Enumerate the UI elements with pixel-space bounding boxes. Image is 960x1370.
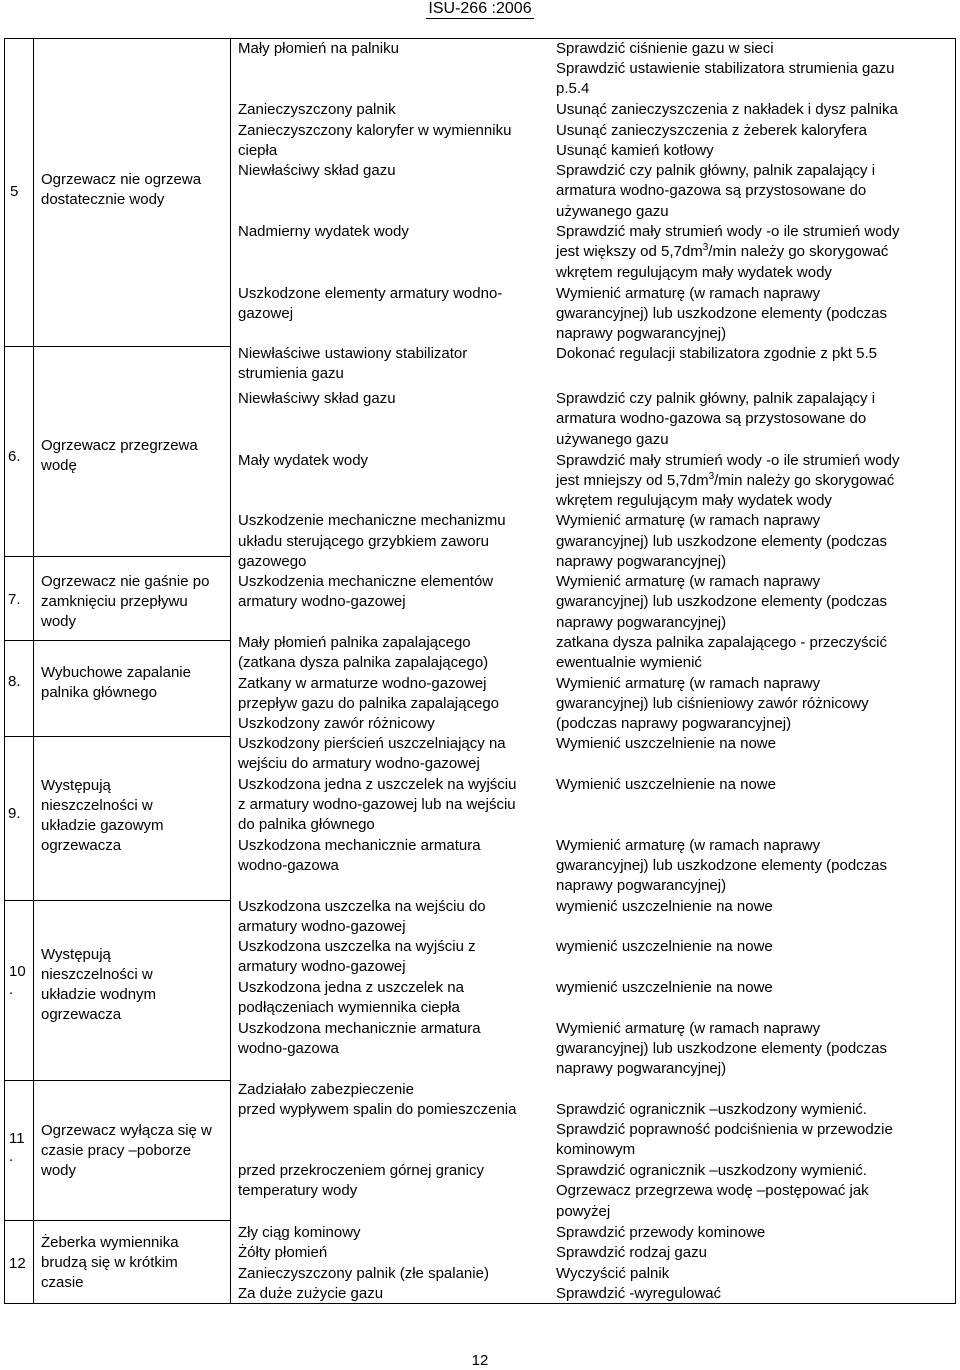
remedy-text-part: /min należy go skorygować — [708, 243, 889, 260]
remedy-text: używanego gazu — [556, 203, 669, 220]
cause-text: Mały wydatek wody — [238, 452, 369, 469]
cause-text: gazowej — [238, 305, 294, 322]
row-divider — [4, 900, 230, 901]
remedy-text: Wymienić armaturę (w ramach naprawy — [556, 1020, 821, 1037]
remedy-text: armatura wodno-gazowa są przystosowane do — [556, 410, 867, 427]
cause-text: ciepła — [238, 142, 278, 159]
fault-description: Występują nieszczelności w układzie gazowym ogrzewacza — [41, 777, 164, 854]
remedy-text: wkrętem regulującym mały wydatek wody — [556, 264, 832, 281]
remedy-text: Sprawdzić mały strumień wody -o ile strumień wody — [556, 223, 900, 240]
remedy-text: Wymienić uszczelnienie na nowe — [556, 776, 776, 793]
row-number: 6. — [8, 448, 21, 465]
cause-text: wodno-gazowa — [238, 857, 339, 874]
remedy-text: naprawy pogwarancyjnej) — [556, 553, 727, 570]
remedy-text: Sprawdzić ustawienie stabilizatora strumienia gazu — [556, 60, 895, 77]
cause-text: armatury wodno-gazowej — [238, 958, 406, 975]
remedy-text: Wymienić armaturę (w ramach naprawy — [556, 573, 821, 590]
remedy-text: powyżej — [556, 1203, 611, 1220]
cause-text: wejściu do armatury wodno-gazowej — [238, 755, 480, 772]
remedy-text-part: /min należy go skorygować — [714, 472, 895, 489]
remedy-text: Sprawdzić czy palnik główny, palnik zapalający i — [556, 162, 876, 179]
remedy-text: gwarancyjnej) lub uszkodzone elementy (podczas — [556, 857, 888, 874]
cause-text: podłączeniach wymiennika ciepła — [238, 999, 460, 1016]
remedy-text: Sprawdzić mały strumień wody -o ile strumień wody — [556, 452, 900, 469]
cause-text: z armatury wodno-gazowej lub na wejściu — [238, 796, 516, 813]
cause-text: przed przekroczeniem górnej granicy — [238, 1162, 484, 1179]
cause-text: Zanieczyszczony kaloryfer w wymienniku — [238, 122, 512, 139]
cause-text: do palnika głównego — [238, 816, 375, 833]
remedy-text: Dokonać regulacji stabilizatora zgodnie z pkt 5.5 — [556, 345, 878, 362]
cause-text: wodno-gazowa — [238, 1040, 339, 1057]
row-number: 5 — [10, 183, 19, 200]
row-divider — [4, 1080, 230, 1081]
cause-text: (zatkana dysza palnika zapalającego) — [238, 654, 489, 671]
remedy-text: Sprawdzić ogranicznik –uszkodzony wymienić. — [556, 1101, 867, 1118]
remedy-text: gwarancyjnej) lub uszkodzone elementy (podczas — [556, 593, 888, 610]
column-divider — [230, 38, 231, 1304]
column-divider — [33, 38, 34, 1304]
remedy-text: Wymienić armaturę (w ramach naprawy — [556, 512, 821, 529]
cause-text: Żółty płomień — [238, 1244, 328, 1261]
cause-text: Uszkodzona mechanicznie armatura — [238, 837, 481, 854]
fault-description: Żeberka wymiennika brudzą się w krótkim czasie — [41, 1234, 179, 1291]
row-number: 8. — [8, 673, 21, 690]
remedy-text — [556, 471, 894, 491]
remedy-text: gwarancyjnej) lub uszkodzone elementy (podczas — [556, 305, 888, 322]
fault-description: Ogrzewacz wyłącza się w czasie pracy –poborze wody — [41, 1122, 212, 1179]
fault-description: Ogrzewacz przegrzewa wodę — [41, 437, 198, 474]
cause-text: Mały płomień palnika zapalającego — [238, 634, 471, 651]
cause-text: przepływ gazu do palnika zapalającego — [238, 695, 500, 712]
fault-description: Wybuchowe zapalanie palnika głównego — [41, 664, 191, 701]
remedy-text-part: jest mniejszy od 5,7dm — [556, 472, 709, 489]
remedy-text: gwarancyjnej) lub ciśnieniowy zawór różnicowy — [556, 695, 869, 712]
row-divider — [4, 640, 230, 641]
remedy-text: Sprawdzić -wyregulować — [556, 1285, 722, 1302]
cause-text: Niewłaściwy skład gazu — [238, 390, 396, 407]
row-number: 12 — [9, 1255, 26, 1272]
row-divider — [4, 1220, 230, 1221]
row-number: 9. — [8, 805, 21, 822]
cause-text: Niewłaściwy skład gazu — [238, 162, 396, 179]
remedy-text: zatkana dysza palnika zapalającego - przeczyścić — [556, 634, 888, 651]
cause-text: Zatkany w armaturze wodno-gazowej — [238, 675, 487, 692]
remedy-text: kominowym — [556, 1141, 636, 1158]
remedy-text: (podczas naprawy pogwarancyjnej) — [556, 715, 792, 732]
fault-description: Występują nieszczelności w układzie wodnym ogrzewacza — [41, 946, 157, 1023]
cause-text: Uszkodzenia mechaniczne elementów — [238, 573, 494, 590]
cause-text: Uszkodzenie mechaniczne mechanizmu — [238, 512, 506, 529]
remedy-text: Wymienić uszczelnienie na nowe — [556, 735, 776, 752]
cause-text: Uszkodzona uszczelka na wejściu do — [238, 898, 486, 915]
cause-text: Uszkodzone elementy armatury wodno- — [238, 285, 503, 302]
row-number: 11 . — [9, 1130, 25, 1165]
remedy-text — [556, 242, 888, 262]
cause-text: Zły ciąg kominowy — [238, 1224, 361, 1241]
row-divider — [4, 556, 230, 557]
cause-text: Za duże zużycie gazu — [238, 1285, 384, 1302]
remedy-text: wymienić uszczelnienie na nowe — [556, 979, 773, 996]
cause-text: armatury wodno-gazowej — [238, 593, 406, 610]
row-divider — [4, 736, 230, 737]
cause-text: Nadmierny wydatek wody — [238, 223, 409, 240]
cubic-superscript: 3 — [708, 471, 715, 482]
remedy-text: Usunąć zanieczyszczenia z żeberek kaloryfera — [556, 122, 867, 139]
remedy-text: armatura wodno-gazowa są przystosowane do — [556, 182, 867, 199]
remedy-text: Sprawdzić czy palnik główny, palnik zapalający i — [556, 390, 876, 407]
fault-description: Ogrzewacz nie gaśnie po zamknięciu przepływu wody — [41, 573, 210, 630]
remedy-text: p.5.4 — [556, 80, 590, 97]
standard-code: ISU-266 :2006 — [428, 0, 532, 17]
remedy-text: naprawy pogwarancyjnej) — [556, 325, 727, 342]
cause-text: Uszkodzony pierścień uszczelniający na — [238, 735, 506, 752]
page-number: 12 — [471, 1352, 489, 1369]
remedy-text: naprawy pogwarancyjnej) — [556, 1060, 727, 1077]
cause-text: temperatury wody — [238, 1182, 358, 1199]
remedy-text: gwarancyjnej) lub uszkodzone elementy (podczas — [556, 533, 888, 550]
cause-text: Zadziałało zabezpieczenie — [238, 1081, 414, 1098]
remedy-text: Sprawdzić przewody kominowe — [556, 1224, 766, 1241]
cause-text: Zanieczyszczony palnik — [238, 101, 396, 118]
cause-text: przed wypływem spalin do pomieszczenia — [238, 1101, 517, 1118]
row-divider — [4, 346, 230, 347]
row-number: 7. — [8, 591, 21, 608]
remedy-text: naprawy pogwarancyjnej) — [556, 877, 727, 894]
remedy-text: Wymienić armaturę (w ramach naprawy — [556, 837, 821, 854]
remedy-text: wymienić uszczelnienie na nowe — [556, 938, 773, 955]
remedy-text: Ogrzewacz przegrzewa wodę –postępować jak — [556, 1182, 869, 1199]
remedy-text: Wymienić armaturę (w ramach naprawy — [556, 675, 821, 692]
cause-text: Uszkodzona jedna z uszczelek na — [238, 979, 464, 996]
remedy-text: ewentualnie wymienić — [556, 654, 702, 671]
remedy-text: Usunąć zanieczyszczenia z nakładek i dysz palnika — [556, 101, 898, 118]
cause-text: Uszkodzona uszczelka na wyjściu z — [238, 938, 476, 955]
document-header — [0, 0, 960, 19]
cause-text: Uszkodzona jedna z uszczelek na wyjściu — [238, 776, 517, 793]
cause-text: strumienia gazu — [238, 365, 344, 382]
row-number: 10 . — [9, 963, 26, 998]
remedy-text: wymienić uszczelnienie na nowe — [556, 898, 773, 915]
remedy-text: Sprawdzić poprawność podciśnienia w przewodzie — [556, 1121, 893, 1138]
remedy-text-part: jest większy od 5,7dm — [556, 243, 703, 260]
remedy-text: naprawy pogwarancyjnej) — [556, 614, 727, 631]
fault-description: Ogrzewacz nie ogrzewa dostatecznie wody — [41, 171, 202, 208]
remedy-text: Sprawdzić rodzaj gazu — [556, 1244, 707, 1261]
remedy-text: wkrętem regulującym mały wydatek wody — [556, 492, 832, 509]
cause-text: Zanieczyszczony palnik (złe spalanie) — [238, 1265, 489, 1282]
cause-text: armatury wodno-gazowej — [238, 918, 406, 935]
remedy-text: Sprawdzić ogranicznik –uszkodzony wymienić. — [556, 1162, 867, 1179]
remedy-text: Sprawdzić ciśnienie gazu w sieci — [556, 40, 774, 57]
cause-text: gazowego — [238, 553, 307, 570]
cause-text: Uszkodzony zawór różnicowy — [238, 715, 435, 732]
cause-text: Uszkodzona mechanicznie armatura — [238, 1020, 481, 1037]
cubic-superscript: 3 — [702, 242, 709, 253]
remedy-text: Wyczyścić palnik — [556, 1265, 670, 1282]
cause-text: Mały płomień na palniku — [238, 40, 399, 57]
remedy-text: używanego gazu — [556, 431, 669, 448]
remedy-text: gwarancyjnej) lub uszkodzone elementy (podczas — [556, 1040, 888, 1057]
remedy-text: Wymienić armaturę (w ramach naprawy — [556, 285, 821, 302]
cause-text: Niewłaściwe ustawiony stabilizator — [238, 345, 468, 362]
cause-text: układu sterującego grzybkiem zaworu — [238, 533, 489, 550]
remedy-text: Usunąć kamień kotłowy — [556, 142, 714, 159]
